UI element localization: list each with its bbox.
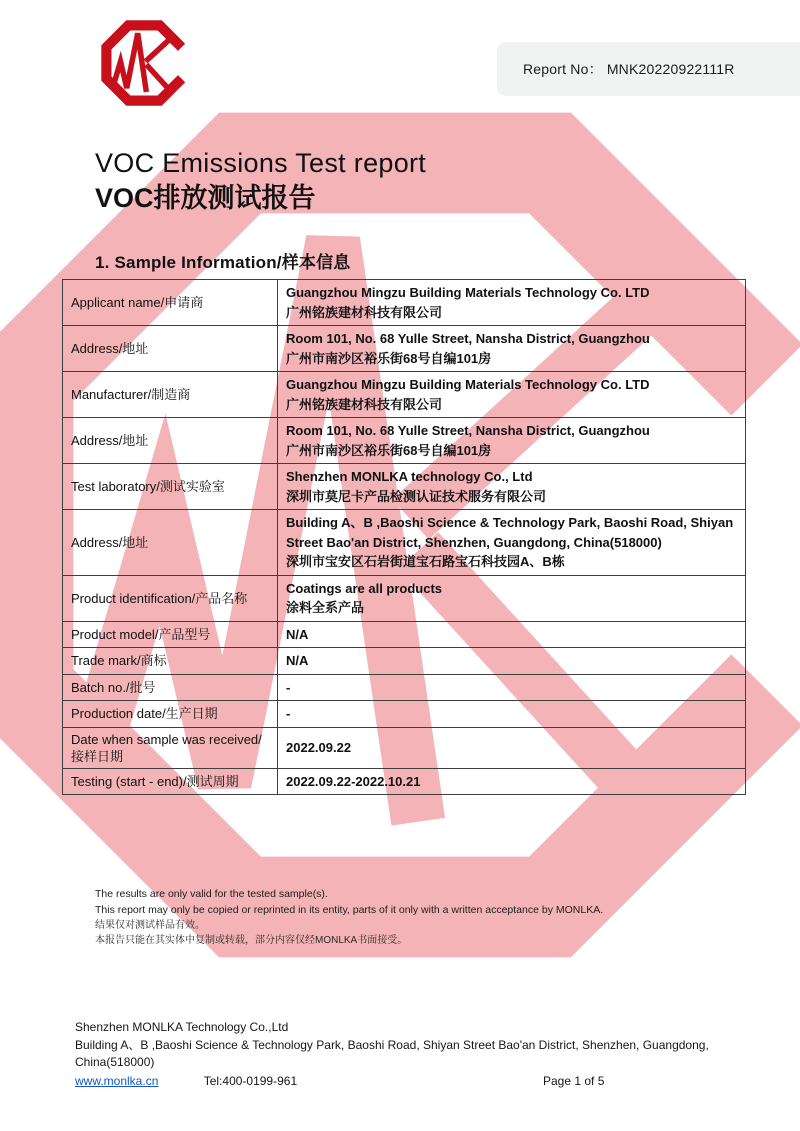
note-line: The results are only valid for the tested sample(s). [95,888,328,900]
table-row [63,418,746,464]
table-row [63,372,746,418]
note-line: This report may only be copied or reprinted in its entity, parts of it only with a written acceptance by MONLKA. [95,903,604,916]
table-row [63,326,746,372]
footer-company: Shenzhen MONLKA Technology Co.,Ltd [75,1020,289,1034]
row-label: Testing (start - end)/测试周期 [63,768,278,795]
row-label: Test laboratory/测试实验室 [63,464,278,510]
section-1-heading: 1. Sample Information/样本信息 [95,253,351,272]
footer-address-line1: Building A、B ,Baoshi Science & Technology Park, Baoshi Road, Shiyan Street Bao'an District, Shenzhen, Guangdong, [75,1037,709,1052]
table-row [63,768,746,795]
website-link[interactable]: www.monlka.cn [75,1073,159,1088]
page-footer [75,1019,755,1091]
row-label: Product model/产品型号 [63,621,278,648]
row-label: Production date/生产日期 [63,701,278,728]
row-label: Applicant name/申请商 [63,280,278,326]
row-label: Batch no./批号 [63,674,278,701]
row-label: Trade mark/商标 [63,648,278,675]
row-label: Manufacturer/制造商 [63,372,278,418]
table-row [63,510,746,576]
mnk-logo [97,16,191,110]
table-row [63,674,746,701]
table-row [63,648,746,675]
report-no-label: Report No： [523,61,603,77]
row-value: Building A、B ,Baoshi Science & Technology Park, Baoshi Road, Shiyan Street Bao'an District, Shenzhen, Guangdong, China(518000) 深圳市宝安区石岩街道宝石路宝石科技园A、B栋 [278,510,746,576]
table-row [63,621,746,648]
table-row [63,727,746,768]
row-value: Room 101, No. 68 Yulle Street, Nansha District, Guangzhou 广州市南沙区裕乐街68号自编101房 [278,418,746,464]
row-value: Coatings are all products 涂料全系产品 [278,575,746,621]
row-value: Guangzhou Mingzu Building Materials Technology Co. LTD 广州铭族建材科技有限公司 [278,280,746,326]
disclaimer-notes [95,887,603,948]
row-value: 2022.09.22-2022.10.21 [278,768,746,795]
row-value: N/A [278,621,746,648]
row-value: 2022.09.22 [278,727,746,768]
report-number-box [497,42,800,96]
sample-info-table [62,279,746,795]
row-value: Room 101, No. 68 Yulle Street, Nansha District, Guangzhou 广州市南沙区裕乐街68号自编101房 [278,326,746,372]
report-title-zh: VOC排放测试报告 [95,183,316,213]
table-row [63,464,746,510]
report-title-en: VOC Emissions Test report [95,148,427,178]
title-block [95,146,426,216]
row-value: Shenzhen MONLKA technology Co., Ltd 深圳市莫尼卡产品检测认证技术服务有限公司 [278,464,746,510]
row-value: N/A [278,648,746,675]
row-label: Address/地址 [63,418,278,464]
report-no-value: MNK20220922111R [606,61,735,77]
row-value: - [278,701,746,728]
table-row [63,701,746,728]
row-label: Date when sample was received/接样日期 [63,727,278,768]
footer-links-row [75,1073,755,1091]
table-row [63,280,746,326]
row-label: Product identification/产品名称 [63,575,278,621]
page-number: Page 1 of 5 [543,1073,605,1088]
table-row [63,575,746,621]
row-value: Guangzhou Mingzu Building Materials Technology Co. LTD 广州铭族建材科技有限公司 [278,372,746,418]
row-label: Address/地址 [63,326,278,372]
note-line: 结果仅对测试样品有效。 [95,920,205,931]
row-label: Address/地址 [63,510,278,576]
footer-address-line2: China(518000) [75,1055,155,1069]
row-value: - [278,674,746,701]
phone-number: Tel:400-0199-961 [203,1073,298,1088]
note-line: 本报告只能在其实体中复制或转载，部分内容仅经MONLKA书面接受。 [95,935,408,946]
